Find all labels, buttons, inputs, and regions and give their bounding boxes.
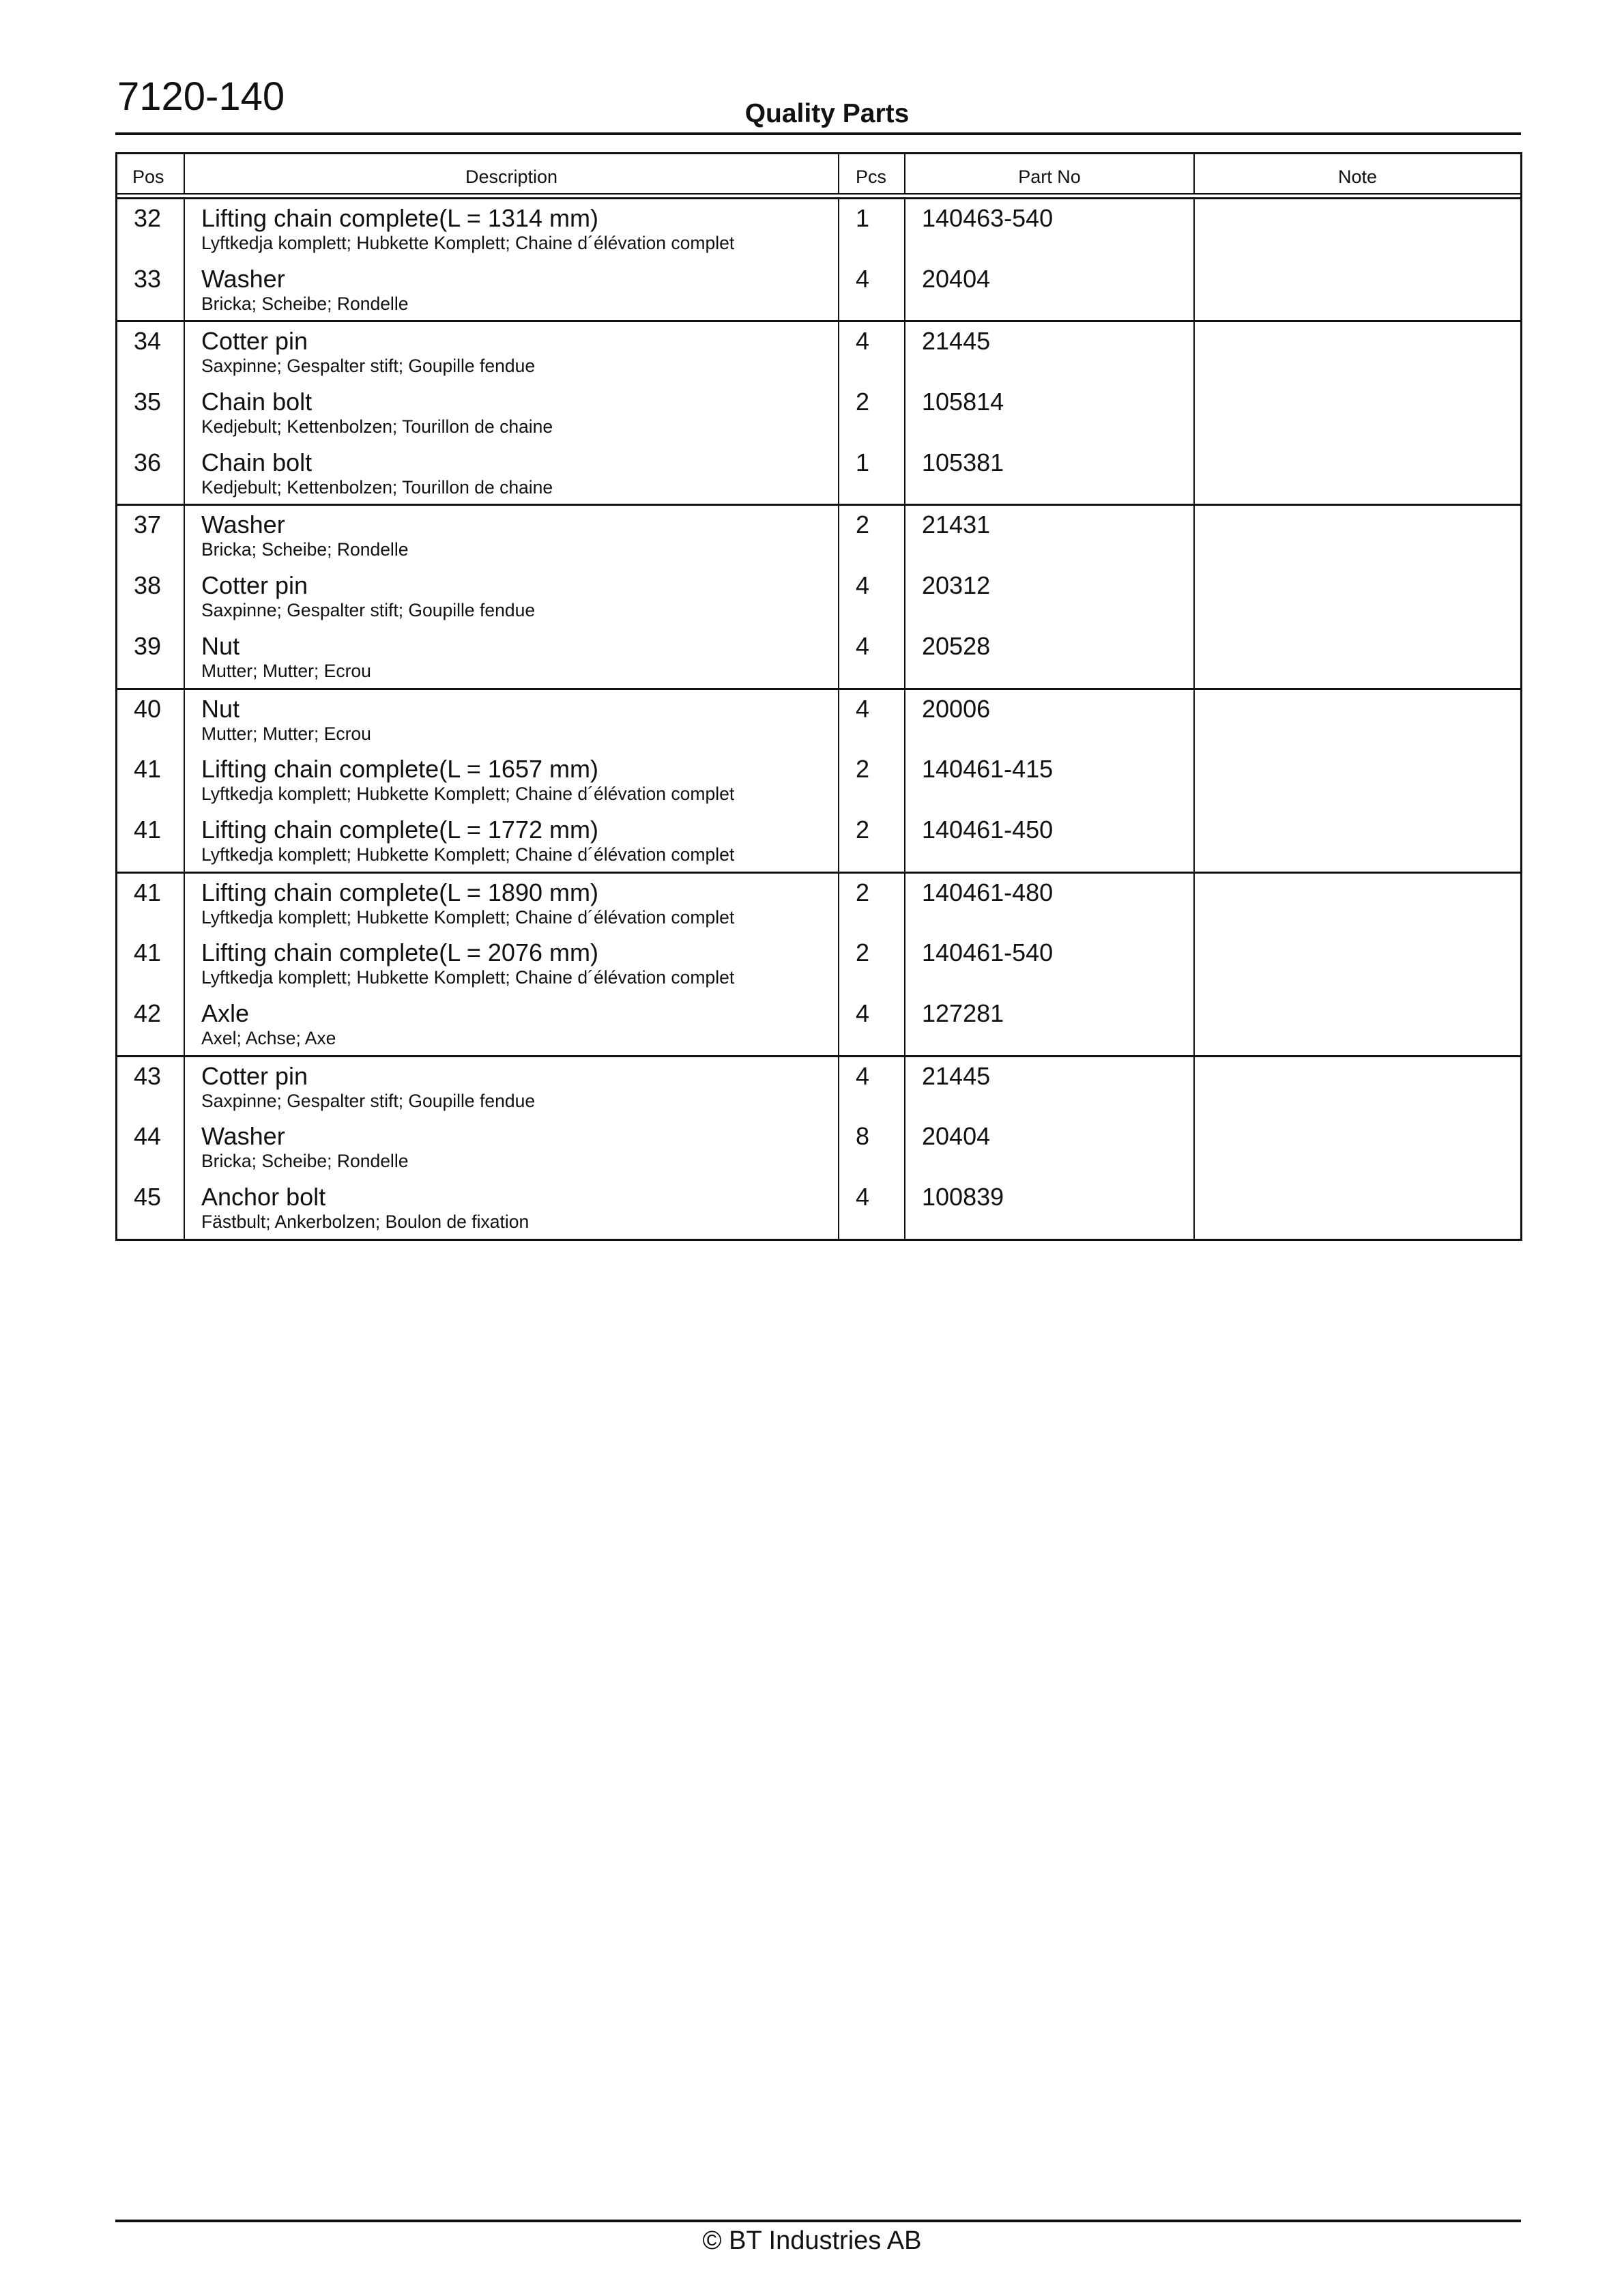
document-number: 7120-140: [117, 74, 285, 119]
part-name: Axle: [201, 999, 250, 1027]
table-row: [839, 1178, 904, 1239]
part-number: 21445: [922, 1061, 991, 1090]
position-number: 38: [134, 571, 162, 600]
table-row: [117, 566, 184, 627]
column-part-no: [905, 199, 1195, 320]
table-row: [1195, 934, 1520, 994]
table-row: [905, 811, 1193, 872]
column-desc: [185, 199, 839, 320]
table-row: [1195, 1117, 1520, 1178]
part-number: 127281: [922, 999, 1004, 1027]
part-number: 21445: [922, 327, 991, 356]
table-row: [839, 260, 904, 321]
column-pcs: [839, 322, 905, 504]
column-header-pcs: Pcs: [839, 154, 905, 193]
part-name: Nut: [201, 694, 240, 723]
table-row-group: [117, 690, 1520, 874]
position-number: 36: [134, 448, 162, 476]
table-row: [1195, 199, 1520, 260]
part-translation: Kedjebult; Kettenbolzen; Tourillon de chaine: [201, 416, 553, 437]
part-translation: Bricka; Scheibe; Rondelle: [201, 1151, 409, 1172]
part-translation: Bricka; Scheibe; Rondelle: [201, 293, 409, 314]
column-note: [1195, 1057, 1520, 1239]
part-name: Cotter pin: [201, 1061, 308, 1090]
table-row: [1195, 627, 1520, 688]
column-desc: [185, 690, 839, 872]
table-row: [117, 750, 184, 811]
table-row: [185, 750, 838, 811]
table-row: [839, 506, 904, 566]
position-number: 44: [134, 1122, 162, 1151]
column-note: [1195, 690, 1520, 872]
table-row: [1195, 811, 1520, 872]
table-row: [185, 874, 838, 934]
part-name: Cotter pin: [201, 327, 308, 356]
part-number: 20404: [922, 264, 991, 293]
position-number: 32: [134, 204, 162, 232]
table-row: [117, 627, 184, 688]
quantity: 2: [856, 878, 870, 906]
table-row: [905, 750, 1193, 811]
part-translation: Mutter; Mutter; Ecrou: [201, 723, 371, 744]
quantity: 8: [856, 1122, 870, 1151]
column-desc: [185, 506, 839, 687]
table-row: [839, 444, 904, 504]
part-name: Anchor bolt: [201, 1183, 326, 1211]
part-translation: Lyftkedja komplett; Hubkette Komplett; Chaine d´élévation complet: [201, 844, 735, 865]
table-row: [905, 1178, 1193, 1239]
column-pos: [117, 874, 185, 1055]
part-translation: Lyftkedja komplett; Hubkette Komplett; Chaine d´élévation complet: [201, 906, 735, 928]
table-row: [185, 444, 838, 504]
table-row: [839, 627, 904, 688]
part-translation: Bricka; Scheibe; Rondelle: [201, 539, 409, 560]
table-row: [185, 1057, 838, 1118]
part-number: 140461-480: [922, 878, 1054, 906]
header-double-rule: [117, 195, 1520, 199]
table-row: [905, 322, 1193, 383]
part-name: Chain bolt: [201, 448, 313, 476]
table-row: [1195, 506, 1520, 566]
column-pcs: [839, 1057, 905, 1239]
table-row: [839, 750, 904, 811]
part-number: 20404: [922, 1122, 991, 1151]
position-number: 39: [134, 631, 162, 660]
table-row: [185, 1117, 838, 1178]
table-row: [905, 199, 1193, 260]
position-number: 42: [134, 999, 162, 1027]
part-name: Lifting chain complete(L = 1314 mm): [201, 204, 598, 232]
part-number: 140461-540: [922, 938, 1054, 967]
table-row: [185, 566, 838, 627]
table-row: [185, 934, 838, 994]
quantity: 4: [856, 1183, 870, 1211]
column-pos: [117, 322, 185, 504]
table-row: [1195, 383, 1520, 444]
table-row: [839, 934, 904, 994]
part-number: 20006: [922, 694, 991, 723]
part-translation: Mutter; Mutter; Ecrou: [201, 660, 371, 681]
table-row: [185, 322, 838, 383]
quantity: 2: [856, 511, 870, 539]
position-number: 45: [134, 1183, 162, 1211]
table-row-group: [117, 199, 1520, 322]
part-translation: Lyftkedja komplett; Hubkette Komplett; Chaine d´élévation complet: [201, 784, 735, 805]
table-row: [117, 260, 184, 321]
part-number: 105381: [922, 448, 1004, 476]
part-translation: Axel; Achse; Axe: [201, 1027, 336, 1048]
footer-divider: [115, 2220, 1521, 2222]
part-name: Lifting chain complete(L = 1657 mm): [201, 755, 598, 784]
table-row: [905, 874, 1193, 934]
part-translation: Kedjebult; Kettenbolzen; Tourillon de chaine: [201, 476, 553, 498]
table-row: [905, 260, 1193, 321]
quantity: 4: [856, 327, 870, 356]
table-row: [117, 506, 184, 566]
table-row: [117, 1057, 184, 1118]
table-header: [117, 154, 1520, 195]
column-pos: [117, 199, 185, 320]
table-row-group: [117, 1057, 1520, 1239]
table-row: [839, 874, 904, 934]
quantity: 4: [856, 1061, 870, 1090]
table-row: [905, 690, 1193, 751]
table-row: [905, 994, 1193, 1055]
column-pos: [117, 690, 185, 872]
column-note: [1195, 199, 1520, 320]
table-row: [839, 1057, 904, 1118]
part-name: Lifting chain complete(L = 1890 mm): [201, 878, 598, 906]
quantity: 2: [856, 388, 870, 416]
table-row: [1195, 994, 1520, 1055]
parts-table: [115, 152, 1522, 1241]
table-row: [1195, 260, 1520, 321]
table-row: [185, 811, 838, 872]
column-pcs: [839, 874, 905, 1055]
column-part-no: [905, 690, 1195, 872]
position-number: 33: [134, 264, 162, 293]
part-name: Nut: [201, 631, 240, 660]
table-row: [905, 1057, 1193, 1118]
table-row: [1195, 444, 1520, 504]
table-row: [117, 994, 184, 1055]
part-translation: Lyftkedja komplett; Hubkette Komplett; Chaine d´élévation complet: [201, 233, 735, 253]
part-name: Lifting chain complete(L = 1772 mm): [201, 815, 598, 844]
quantity: 4: [856, 999, 870, 1027]
part-translation: Lyftkedja komplett; Hubkette Komplett; Chaine d´élévation complet: [201, 967, 735, 988]
table-row: [1195, 874, 1520, 934]
table-row-group: [117, 506, 1520, 689]
table-row: [839, 566, 904, 627]
column-pcs: [839, 199, 905, 320]
table-row: [905, 1117, 1193, 1178]
position-number: 37: [134, 511, 162, 539]
part-translation: Saxpinne; Gespalter stift; Goupille fendue: [201, 1090, 536, 1111]
part-number: 100839: [922, 1183, 1004, 1211]
table-row: [1195, 566, 1520, 627]
table-row: [185, 383, 838, 444]
column-pcs: [839, 690, 905, 872]
copyright: © BT Industries AB: [702, 2226, 922, 2255]
column-header-part-no: Part No: [905, 154, 1195, 193]
column-desc: [185, 1057, 839, 1239]
table-row: [1195, 1057, 1520, 1118]
position-number: 41: [134, 878, 162, 906]
part-translation: Saxpinne; Gespalter stift; Goupille fendue: [201, 600, 536, 621]
table-row: [117, 934, 184, 994]
column-note: [1195, 874, 1520, 1055]
quantity: 2: [856, 755, 870, 784]
table-body: [117, 199, 1520, 1239]
table-row: [905, 444, 1193, 504]
column-pos: [117, 1057, 185, 1239]
quantity: 4: [856, 571, 870, 600]
part-number: 140463-540: [922, 204, 1054, 232]
table-row: [839, 811, 904, 872]
position-number: 41: [134, 755, 162, 784]
table-row: [839, 199, 904, 260]
part-name: Chain bolt: [201, 388, 313, 416]
table-row: [839, 1117, 904, 1178]
part-translation: Saxpinne; Gespalter stift; Goupille fendue: [201, 356, 536, 377]
quantity: 1: [856, 204, 870, 232]
table-row: [1195, 322, 1520, 383]
table-row: [117, 444, 184, 504]
table-row: [117, 1117, 184, 1178]
part-number: 140461-450: [922, 815, 1054, 844]
column-note: [1195, 322, 1520, 504]
table-row: [185, 506, 838, 566]
table-row: [905, 627, 1193, 688]
table-row: [905, 383, 1193, 444]
table-row: [117, 690, 184, 751]
table-row: [839, 994, 904, 1055]
part-name: Cotter pin: [201, 571, 308, 600]
column-header-description: Description: [185, 154, 839, 193]
table-row: [185, 199, 838, 260]
table-row: [117, 322, 184, 383]
table-row: [117, 874, 184, 934]
column-header-pos: Pos: [117, 154, 185, 193]
position-number: 40: [134, 694, 162, 723]
table-row: [839, 383, 904, 444]
position-number: 34: [134, 327, 162, 356]
header-divider: [115, 132, 1521, 135]
position-number: 41: [134, 815, 162, 844]
part-number: 21431: [922, 511, 991, 539]
table-row: [905, 934, 1193, 994]
part-name: Washer: [201, 1122, 285, 1151]
table-row: [117, 383, 184, 444]
quantity: 4: [856, 631, 870, 660]
table-row: [1195, 1178, 1520, 1239]
table-row: [1195, 690, 1520, 751]
column-part-no: [905, 1057, 1195, 1239]
part-number: 140461-415: [922, 755, 1054, 784]
part-number: 20528: [922, 631, 991, 660]
quantity: 2: [856, 938, 870, 967]
quantity: 4: [856, 264, 870, 293]
quantity: 2: [856, 815, 870, 844]
table-row: [185, 627, 838, 688]
table-row: [117, 1178, 184, 1239]
column-pcs: [839, 506, 905, 687]
table-row: [905, 566, 1193, 627]
part-number: 105814: [922, 388, 1004, 416]
table-row: [839, 690, 904, 751]
position-number: 41: [134, 938, 162, 967]
position-number: 35: [134, 388, 162, 416]
column-pos: [117, 506, 185, 687]
part-name: Lifting chain complete(L = 2076 mm): [201, 938, 598, 967]
table-row: [185, 994, 838, 1055]
table-row: [905, 506, 1193, 566]
position-number: 43: [134, 1061, 162, 1090]
table-row: [117, 199, 184, 260]
table-row: [185, 1178, 838, 1239]
quantity: 4: [856, 694, 870, 723]
column-desc: [185, 874, 839, 1055]
table-row-group: [117, 874, 1520, 1057]
column-note: [1195, 506, 1520, 687]
table-row: [117, 811, 184, 872]
table-row: [185, 260, 838, 321]
table-row: [1195, 750, 1520, 811]
part-name: Washer: [201, 264, 285, 293]
table-row: [839, 322, 904, 383]
column-header-note: Note: [1337, 167, 1378, 187]
column-desc: [185, 322, 839, 504]
table-row: [185, 690, 838, 751]
part-number: 20312: [922, 571, 991, 600]
part-name: Washer: [201, 511, 285, 539]
column-part-no: [905, 322, 1195, 504]
quantity: 1: [856, 448, 870, 476]
part-translation: Fästbult; Ankerbolzen; Boulon de fixation: [201, 1211, 530, 1232]
page-title: Quality Parts: [744, 99, 910, 128]
column-part-no: [905, 506, 1195, 687]
table-row-group: [117, 322, 1520, 506]
column-part-no: [905, 874, 1195, 1055]
